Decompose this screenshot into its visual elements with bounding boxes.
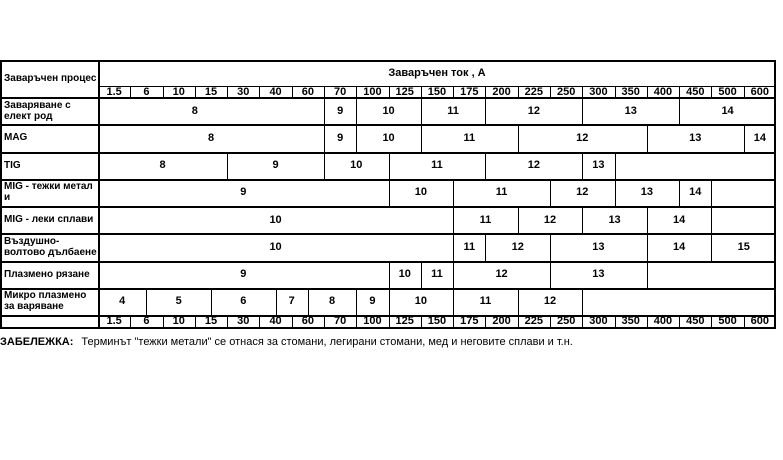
shade-value: 13	[592, 240, 605, 253]
shade-value: 13	[592, 159, 605, 172]
top-scale-divider	[259, 86, 260, 97]
top-scale-divider	[421, 86, 422, 97]
segment-divider	[453, 206, 454, 233]
segment-divider	[356, 97, 357, 124]
top-scale-tick: 150	[427, 85, 447, 98]
segment-divider	[389, 288, 390, 315]
top-scale-divider	[130, 86, 131, 97]
bottom-scale-tick: 6	[143, 315, 150, 327]
shade-value: 9	[337, 131, 344, 144]
top-scale-divider	[518, 86, 519, 97]
shade-value: 7	[288, 295, 295, 308]
top-scale-tick: 125	[395, 85, 414, 98]
process-label: Въздушно-волтово дълбаене	[4, 235, 97, 258]
bottom-scale-tick: 250	[556, 315, 576, 327]
segment-divider	[518, 288, 519, 315]
top-scale-tick: 15	[204, 85, 218, 98]
process-label: MIG - тежки метал и	[4, 181, 93, 204]
top-scale-tick: 225	[524, 85, 544, 98]
bottom-scale-tick: 70	[334, 315, 347, 327]
shade-value: 9	[369, 295, 376, 308]
process-label: MAG	[4, 132, 28, 144]
table-left-border	[0, 60, 2, 327]
top-scale-tick: 60	[301, 85, 314, 98]
segment-divider	[453, 288, 454, 315]
segment-divider	[421, 261, 422, 288]
process-label: MIG - леки сплави	[4, 214, 94, 226]
bottom-scale-tick: 175	[460, 315, 479, 327]
shade-value: 12	[511, 240, 524, 253]
bottom-scale-tick: 10	[172, 315, 185, 327]
bottom-scale-tick: 500	[718, 315, 737, 327]
bottom-scale-tick: 40	[269, 315, 282, 327]
shade-value: 10	[350, 159, 363, 172]
segment-divider	[582, 288, 583, 315]
segment-divider	[324, 152, 325, 179]
top-scale-tick: 6	[143, 85, 150, 98]
shade-value: 13	[689, 131, 702, 144]
segment-divider	[276, 288, 277, 315]
header-divider	[98, 86, 776, 87]
segment-divider	[550, 179, 551, 206]
segment-divider	[679, 97, 680, 124]
empty-cell	[711, 179, 776, 206]
segment-divider	[421, 124, 422, 151]
top-scale-tick: 10	[172, 85, 185, 98]
top-scale-tick: 600	[750, 85, 770, 98]
footnote	[0, 336, 573, 348]
shade-value: 14	[753, 131, 766, 144]
shade-value: 11	[431, 159, 443, 172]
shade-value: 10	[269, 213, 282, 226]
shade-value: 10	[414, 295, 427, 308]
segment-divider	[146, 288, 147, 315]
segment-divider	[615, 179, 616, 206]
process-label: TIG	[4, 159, 21, 171]
shade-value: 8	[191, 104, 198, 117]
shade-value: 10	[382, 104, 395, 117]
segment-divider	[324, 124, 325, 151]
shade-value: 11	[479, 295, 492, 308]
shade-value: 12	[543, 213, 557, 226]
top-scale-divider	[195, 86, 196, 97]
top-scale-divider	[485, 86, 486, 97]
segment-divider	[211, 288, 212, 315]
shade-value: 12	[576, 131, 589, 144]
segment-divider	[324, 97, 325, 124]
segment-divider	[485, 152, 486, 179]
bottom-scale-tick: 400	[653, 315, 673, 327]
top-scale-divider	[453, 86, 454, 97]
top-scale-tick: 40	[269, 85, 282, 98]
shade-value: 6	[240, 295, 247, 308]
segment-divider	[647, 233, 648, 260]
shade-value: 8	[207, 131, 215, 144]
shade-value: 9	[240, 186, 247, 199]
shade-value: 13	[640, 186, 653, 199]
row-divider	[0, 315, 776, 317]
table-bottom-border	[0, 327, 776, 329]
segment-divider	[389, 152, 390, 179]
segment-divider	[485, 97, 486, 124]
segment-divider	[356, 124, 357, 151]
shade-value: 11	[479, 213, 492, 226]
empty-cell	[647, 261, 776, 288]
bottom-scale-tick: 150	[427, 315, 447, 327]
top-scale-divider	[227, 86, 228, 97]
shade-value: 14	[673, 240, 686, 253]
shade-value: 9	[337, 104, 344, 117]
segment-divider	[711, 233, 712, 260]
bottom-scale-tick: 100	[363, 315, 382, 327]
bottom-scale-tick: 225	[524, 315, 544, 327]
shade-value: 12	[527, 159, 540, 172]
empty-cell	[615, 152, 776, 179]
shade-value: 11	[495, 186, 508, 199]
top-scale-divider	[389, 86, 390, 97]
top-scale-tick: 350	[621, 85, 640, 98]
top-scale-tick: 450	[686, 85, 705, 98]
segment-divider	[744, 124, 745, 151]
top-scale-tick: 1.5	[106, 85, 122, 98]
top-scale-divider	[679, 86, 680, 97]
top-scale-divider	[582, 86, 583, 97]
note-label: ЗАБЕЛЕЖКА:	[0, 336, 74, 348]
segment-divider	[550, 261, 551, 288]
shade-value: 5	[175, 295, 182, 308]
shade-value: 8	[159, 159, 166, 172]
segment-divider	[389, 261, 390, 288]
table-top-border	[0, 60, 776, 62]
shade-value: 8	[328, 295, 336, 308]
top-scale-tick: 500	[718, 85, 737, 98]
segment-divider	[227, 152, 228, 179]
bottom-scale-tick: 30	[237, 315, 250, 327]
segment-divider	[518, 206, 519, 233]
bottom-scale-tick: 200	[492, 315, 511, 327]
process-header: Заваръчен процес	[4, 73, 97, 84]
top-scale-tick: 200	[492, 85, 511, 98]
empty-cell	[582, 288, 776, 315]
segment-divider	[647, 206, 648, 233]
segment-divider	[582, 206, 583, 233]
top-scale-tick: 250	[556, 85, 576, 98]
shade-value: 10	[382, 131, 395, 144]
current-header: Заваръчен ток , А	[388, 67, 486, 79]
segment-divider	[711, 179, 712, 206]
segment-divider	[308, 288, 309, 315]
top-scale-tick: 175	[460, 85, 479, 98]
segment-divider	[647, 261, 648, 288]
shade-value: 13	[592, 268, 605, 281]
top-scale-divider	[163, 86, 164, 97]
bottom-scale-tick: 450	[686, 315, 705, 327]
shade-value: 11	[463, 240, 476, 253]
top-scale-tick: 30	[237, 85, 250, 98]
shade-value: 4	[119, 295, 126, 308]
segment-divider	[711, 206, 712, 233]
segment-divider	[615, 152, 616, 179]
bottom-scale-tick: 125	[395, 315, 414, 327]
shade-value: 12	[527, 104, 540, 117]
top-scale-divider	[711, 86, 712, 97]
top-scale-divider	[356, 86, 357, 97]
segment-divider	[582, 97, 583, 124]
top-scale-divider	[324, 86, 325, 97]
shade-value: 12	[495, 268, 508, 281]
top-scale-divider	[292, 86, 293, 97]
shade-value: 11	[447, 104, 459, 117]
shade-table	[0, 60, 776, 328]
segment-divider	[453, 179, 454, 206]
segment-divider	[421, 97, 422, 124]
shade-value: 11	[463, 131, 476, 144]
empty-cell	[711, 206, 776, 233]
bottom-scale-tick: 60	[301, 315, 314, 327]
segment-divider	[582, 152, 583, 179]
shade-value: 14	[721, 104, 734, 117]
segment-divider	[453, 233, 454, 260]
segment-divider	[647, 124, 648, 151]
shade-value: 13	[608, 213, 621, 226]
segment-divider	[356, 288, 357, 315]
shade-value: 12	[543, 295, 557, 308]
segment-divider	[679, 179, 680, 206]
shade-value: 14	[673, 213, 686, 226]
segment-divider	[453, 261, 454, 288]
segment-divider	[389, 179, 390, 206]
top-scale-tick: 300	[589, 85, 608, 98]
shade-value: 10	[414, 186, 427, 199]
shade-value: 9	[272, 159, 279, 172]
top-scale-divider	[744, 86, 745, 97]
bottom-scale-tick: 300	[589, 315, 608, 327]
segment-divider	[485, 233, 486, 260]
shade-value: 10	[269, 240, 282, 253]
table-right-border	[774, 60, 776, 327]
bottom-scale-tick: 600	[750, 315, 770, 327]
note-text: Терминът "тежки метали" се отнася за стомани, легирани стомани, мед и неговите сплави и т.н.	[81, 336, 573, 348]
scale-divider	[0, 97, 776, 99]
shade-value: 15	[737, 240, 750, 253]
shade-value: 14	[689, 186, 702, 199]
bottom-scale-tick: 15	[204, 315, 218, 327]
top-scale-tick: 100	[363, 85, 382, 98]
shade-value: 12	[576, 186, 589, 199]
shade-value: 13	[624, 104, 637, 117]
process-label: Микро плазмено за варяване	[4, 290, 87, 313]
top-scale-tick: 70	[334, 85, 347, 98]
bottom-scale-tick: 350	[621, 315, 640, 327]
top-scale-tick: 400	[653, 85, 673, 98]
label-column-border	[98, 60, 100, 327]
shade-value: 10	[398, 268, 411, 281]
top-scale-divider	[550, 86, 551, 97]
shade-value: 9	[240, 268, 247, 281]
segment-divider	[550, 233, 551, 260]
bottom-scale-tick: 1.5	[106, 315, 122, 327]
top-scale-divider	[615, 86, 616, 97]
shade-value: 11	[431, 268, 443, 281]
segment-divider	[518, 124, 519, 151]
top-scale-divider	[647, 86, 648, 97]
process-label: Заваряване с елект род	[4, 99, 71, 122]
process-label: Плазмено рязане	[4, 268, 90, 280]
